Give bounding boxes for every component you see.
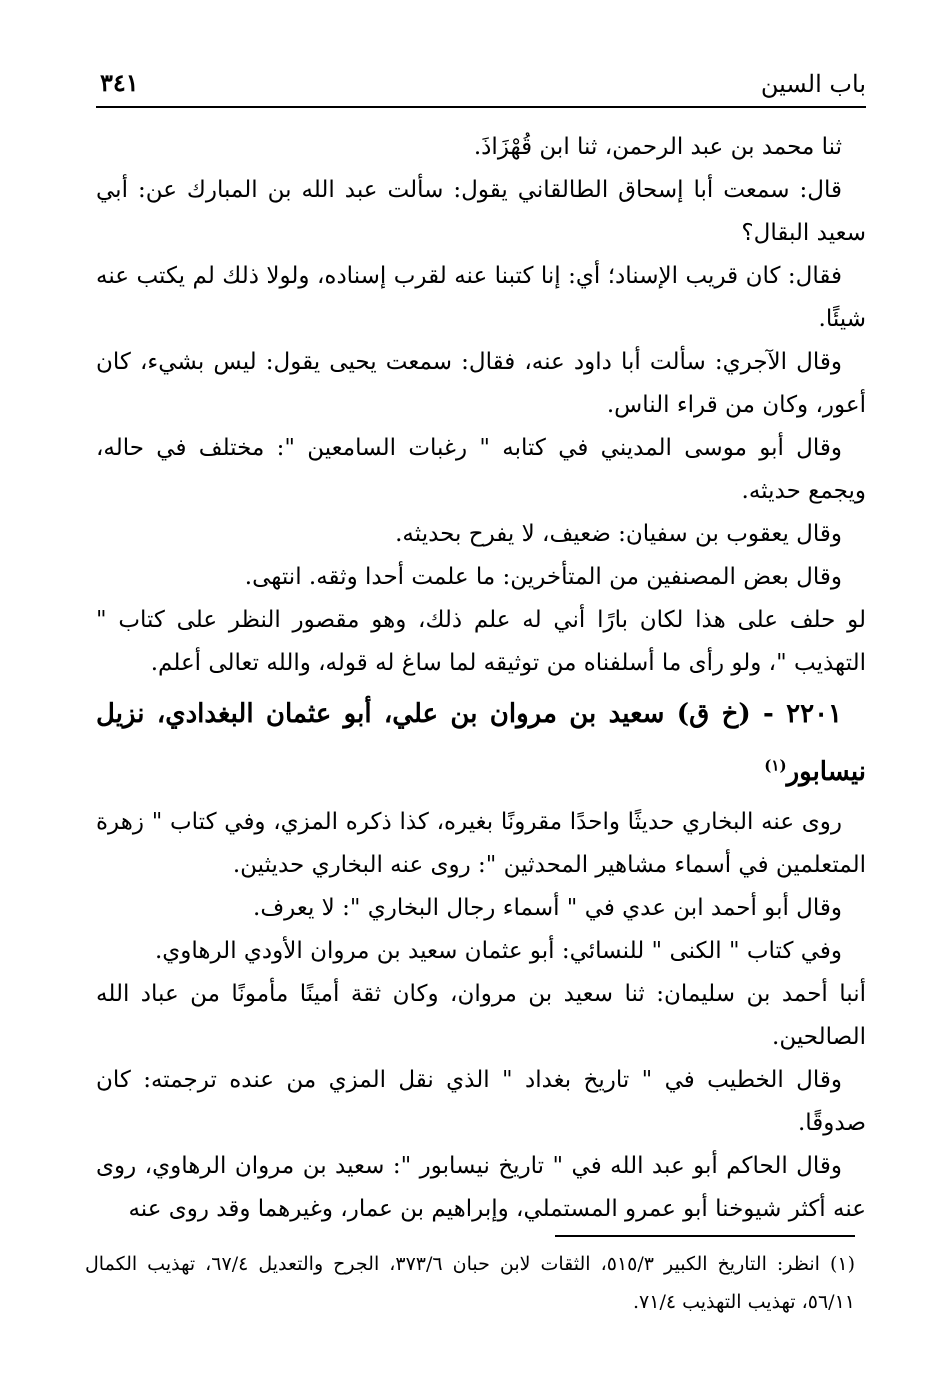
paragraph: وقال الآجري: سألت أبا داود عنه، فقال: سمعت يحيى يقول: ليس بشيء، كان أعور، وكان من قراء الناس. [96,349,866,418]
footnote: (١) انظر: التاريخ الكبير ٥١٥/٣، الثقات لابن حبان ٣٧٣/٦، الجرح والتعديل ٦٧/٤، تهذيب الكمال ٥٦/١١، تهذيب التهذيب ٧١/٤. [85,1253,855,1313]
footnote-divider [555,1235,855,1237]
running-title: باب السين [760,70,866,98]
paragraph: وقال بعض المصنفين من المتأخرين: ما علمت أحدا وثقه. انتهى. [244,564,842,590]
footnotes [85,1245,855,1321]
footnote-reference: (١) [764,756,787,775]
page-number: ٣٤١ [100,68,139,97]
entry-heading [96,685,866,801]
paragraph: وقال أبو أحمد ابن عدي في " أسماء رجال البخاري ": لا يعرف. [253,895,842,921]
paragraph: لو حلف على هذا لكان بارًا أني له علم ذلك، وهو مقصور النظر على كتاب " التهذيب "، ولو رأى ما أسلفناه من توثيقه لما ساغ له قوله، والله تعالى أعلم. [96,607,866,676]
paragraph: وقال الحاكم أبو عبد الله في " تاريخ نيسابور ": سعيد بن مروان الرهاوي، روى عنه أكثر شيوخنا أبو عمرو المستملي، وإبراهيم بن عمار، وغيرهما وقد روى عنه [96,1153,866,1222]
paragraph: روى عنه البخاري حديثًا واحدًا مقرونًا بغيره، كذا ذكره المزي، وفي كتاب " زهرة المتعلمين في أسماء مشاهير المحدثين ": روى عنه البخاري حديثين. [96,809,866,878]
entry-heading-text: ٢٢٠١ - (خ ق) سعيد بن مروان بن علي، أبو عثمان البغدادي، نزيل نيسابور [96,699,866,787]
paragraph: وقال الخطيب في " تاريخ بغداد " الذي نقل المزي من عنده ترجمته: كان صدوقًا. [96,1067,866,1136]
paragraph: ثنا محمد بن عبد الرحمن، ثنا ابن قُهْزَاذَ. [473,134,842,160]
paragraph: وقال يعقوب بن سفيان: ضعيف، لا يفرح بحديثه. [395,521,842,547]
page-header [96,60,866,108]
main-text [96,126,866,1231]
paragraph: فقال: كان قريب الإسناد؛ أي: إنا كتبنا عنه لقرب إسناده، ولولا ذلك لم يكتب عنه شيئًا. [96,263,866,332]
paragraph: وفي كتاب " الكنى " للنسائي: أبو عثمان سعيد بن مروان الأودي الرهاوي. [154,938,842,964]
paragraph: وقال أبو موسى المديني في كتابه " رغبات السامعين ": مختلف في حاله، ويجمع حديثه. [96,435,866,504]
book-page [96,60,866,1231]
paragraph: قال: سمعت أبا إسحاق الطالقاني يقول: سألت عبد الله بن المبارك عن: أبي سعيد البقال؟ [96,177,866,246]
paragraph: أنبا أحمد بن سليمان: ثنا سعيد بن مروان، وكان ثقة أمينًا مأمونًا من عباد الله الصالحين. [96,981,866,1050]
